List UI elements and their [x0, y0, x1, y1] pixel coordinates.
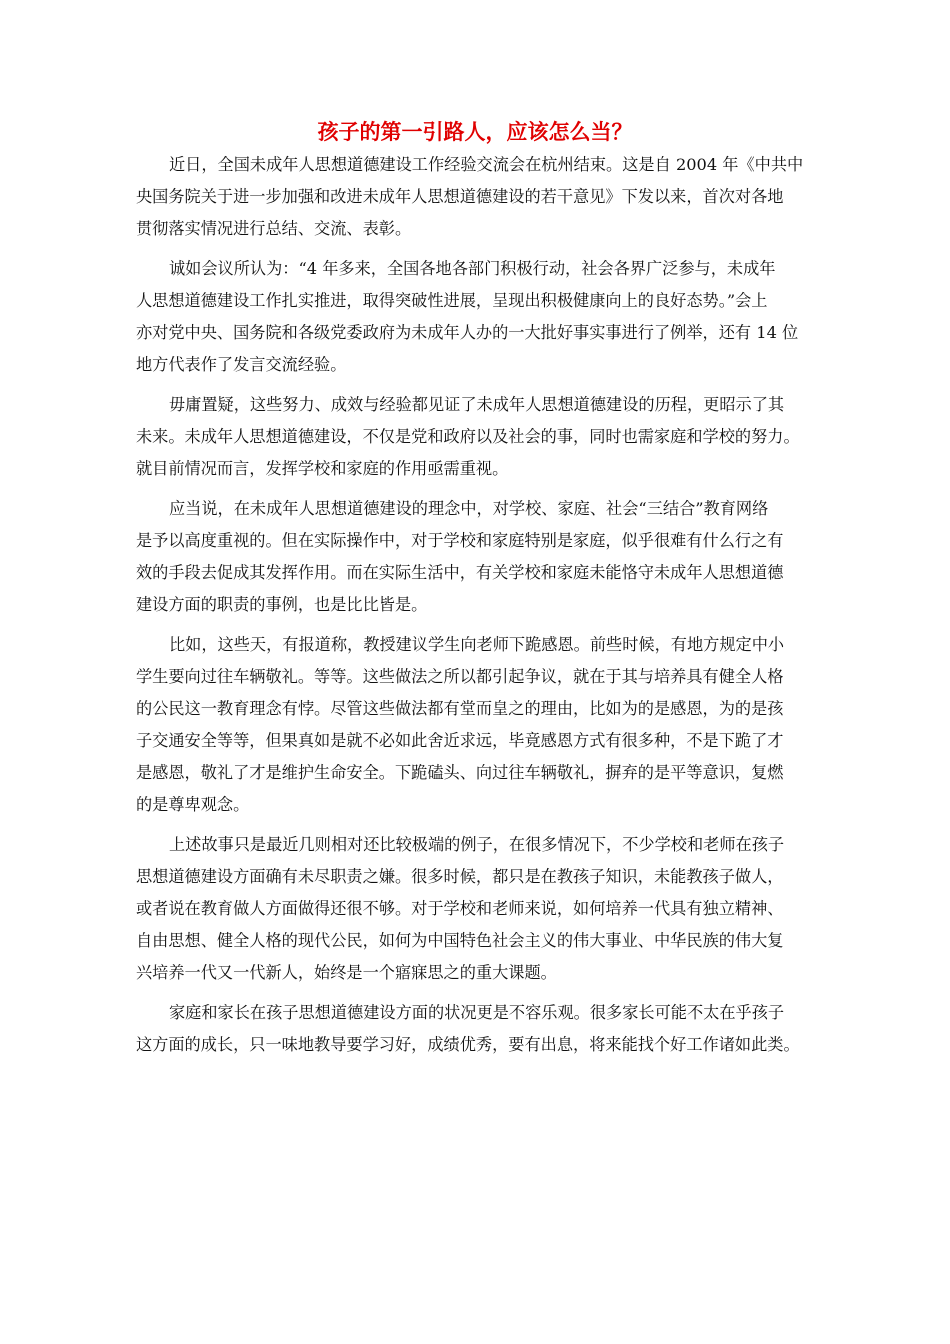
paragraph-line: 学生要向过往车辆敬礼。等等。这些做法之所以都引起争议，就在于其与培养具有健全人格 — [136, 667, 784, 686]
paragraph-line: 近日，全国未成年人思想道德建设工作经验交流会在杭州结束。这是自 2004 年《中共中 — [169, 155, 804, 174]
paragraph-line: 央国务院关于进一步加强和改进未成年人思想道德建设的若干意见》下发以来，首次对各地 — [136, 187, 784, 206]
paragraph — [136, 997, 816, 1061]
paragraph-line: 或者说在教育做人方面做得还很不够。对于学校和老师来说，如何培养一代具有独立精神、 — [136, 899, 784, 918]
paragraph-line: 贯彻落实情况进行总结、交流、表彰。 — [136, 219, 412, 238]
paragraph-line: 是感恩，敬礼了才是维护生命安全。下跪磕头、向过往车辆敬礼，摒弃的是平等意识，复燃 — [136, 763, 784, 782]
paragraph — [136, 829, 816, 989]
paragraph-line: 兴培养一代又一代新人，始终是一个寤寐思之的重大课题。 — [136, 963, 557, 982]
paragraph-line: 诚如会议所认为：“4 年多来，全国各地各部门积极行动，社会各界广泛参与，未成年 — [169, 259, 776, 278]
document-body — [136, 149, 816, 1069]
paragraph-line: 地方代表作了发言交流经验。 — [136, 355, 347, 374]
paragraph-line: 自由思想、健全人格的现代公民，如何为中国特色社会主义的伟大事业、中华民族的伟大复 — [136, 931, 784, 950]
paragraph-line: 毋庸置疑，这些努力、成效与经验都见证了未成年人思想道德建设的历程，更昭示了其 — [169, 395, 785, 414]
paragraph-line: 上述故事只是最近几则相对还比较极端的例子，在很多情况下，不少学校和老师在孩子 — [169, 835, 785, 854]
paragraph-line: 亦对党中央、国务院和各级党委政府为未成年人办的一大批好事实事进行了例举，还有 14 位 — [136, 323, 799, 342]
paragraph — [136, 253, 816, 381]
paragraph-line: 是予以高度重视的。但在实际操作中，对于学校和家庭特别是家庭，似乎很难有什么行之有 — [136, 531, 784, 550]
paragraph-line: 未来。未成年人思想道德建设，不仅是党和政府以及社会的事，同时也需家庭和学校的努力。 — [136, 427, 800, 446]
paragraph — [136, 493, 816, 621]
document-title: 孩子的第一引路人，应该怎么当？ — [317, 120, 633, 144]
paragraph-line: 的是尊卑观念。 — [136, 795, 250, 814]
paragraph — [136, 629, 816, 821]
paragraph-line: 思想道德建设方面确有未尽职责之嫌。很多时候，都只是在教孩子知识，未能教孩子做人， — [136, 867, 784, 886]
paragraph-line: 这方面的成长，只一味地教导要学习好，成绩优秀，要有出息，将来能找个好工作诸如此类。 — [136, 1035, 800, 1054]
paragraph-line: 比如，这些天，有报道称，教授建议学生向老师下跪感恩。前些时候，有地方规定中小 — [169, 635, 785, 654]
paragraph-line: 人思想道德建设工作扎实推进，取得突破性进展，呈现出积极健康向上的良好态势。”会上 — [136, 291, 768, 310]
paragraph-line: 效的手段去促成其发挥作用。而在实际生活中，有关学校和家庭未能恪守未成年人思想道德 — [136, 563, 784, 582]
paragraph — [136, 389, 816, 485]
paragraph-line: 家庭和家长在孩子思想道德建设方面的状况更是不容乐观。很多家长可能不太在乎孩子 — [169, 1003, 785, 1022]
paragraph — [136, 149, 816, 245]
paragraph-line: 的公民这一教育理念有悖。尽管这些做法都有堂而皇之的理由，比如为的是感恩，为的是孩 — [136, 699, 784, 718]
paragraph-line: 建设方面的职责的事例，也是比比皆是。 — [136, 595, 428, 614]
paragraph-line: 子交通安全等等，但果真如是就不必如此舍近求远，毕竟感恩方式有很多种，不是下跪了才 — [136, 731, 784, 750]
paragraph-line: 应当说，在未成年人思想道德建设的理念中，对学校、家庭、社会“三结合”教育网络 — [169, 499, 769, 518]
paragraph-line: 就目前情况而言，发挥学校和家庭的作用亟需重视。 — [136, 459, 509, 478]
